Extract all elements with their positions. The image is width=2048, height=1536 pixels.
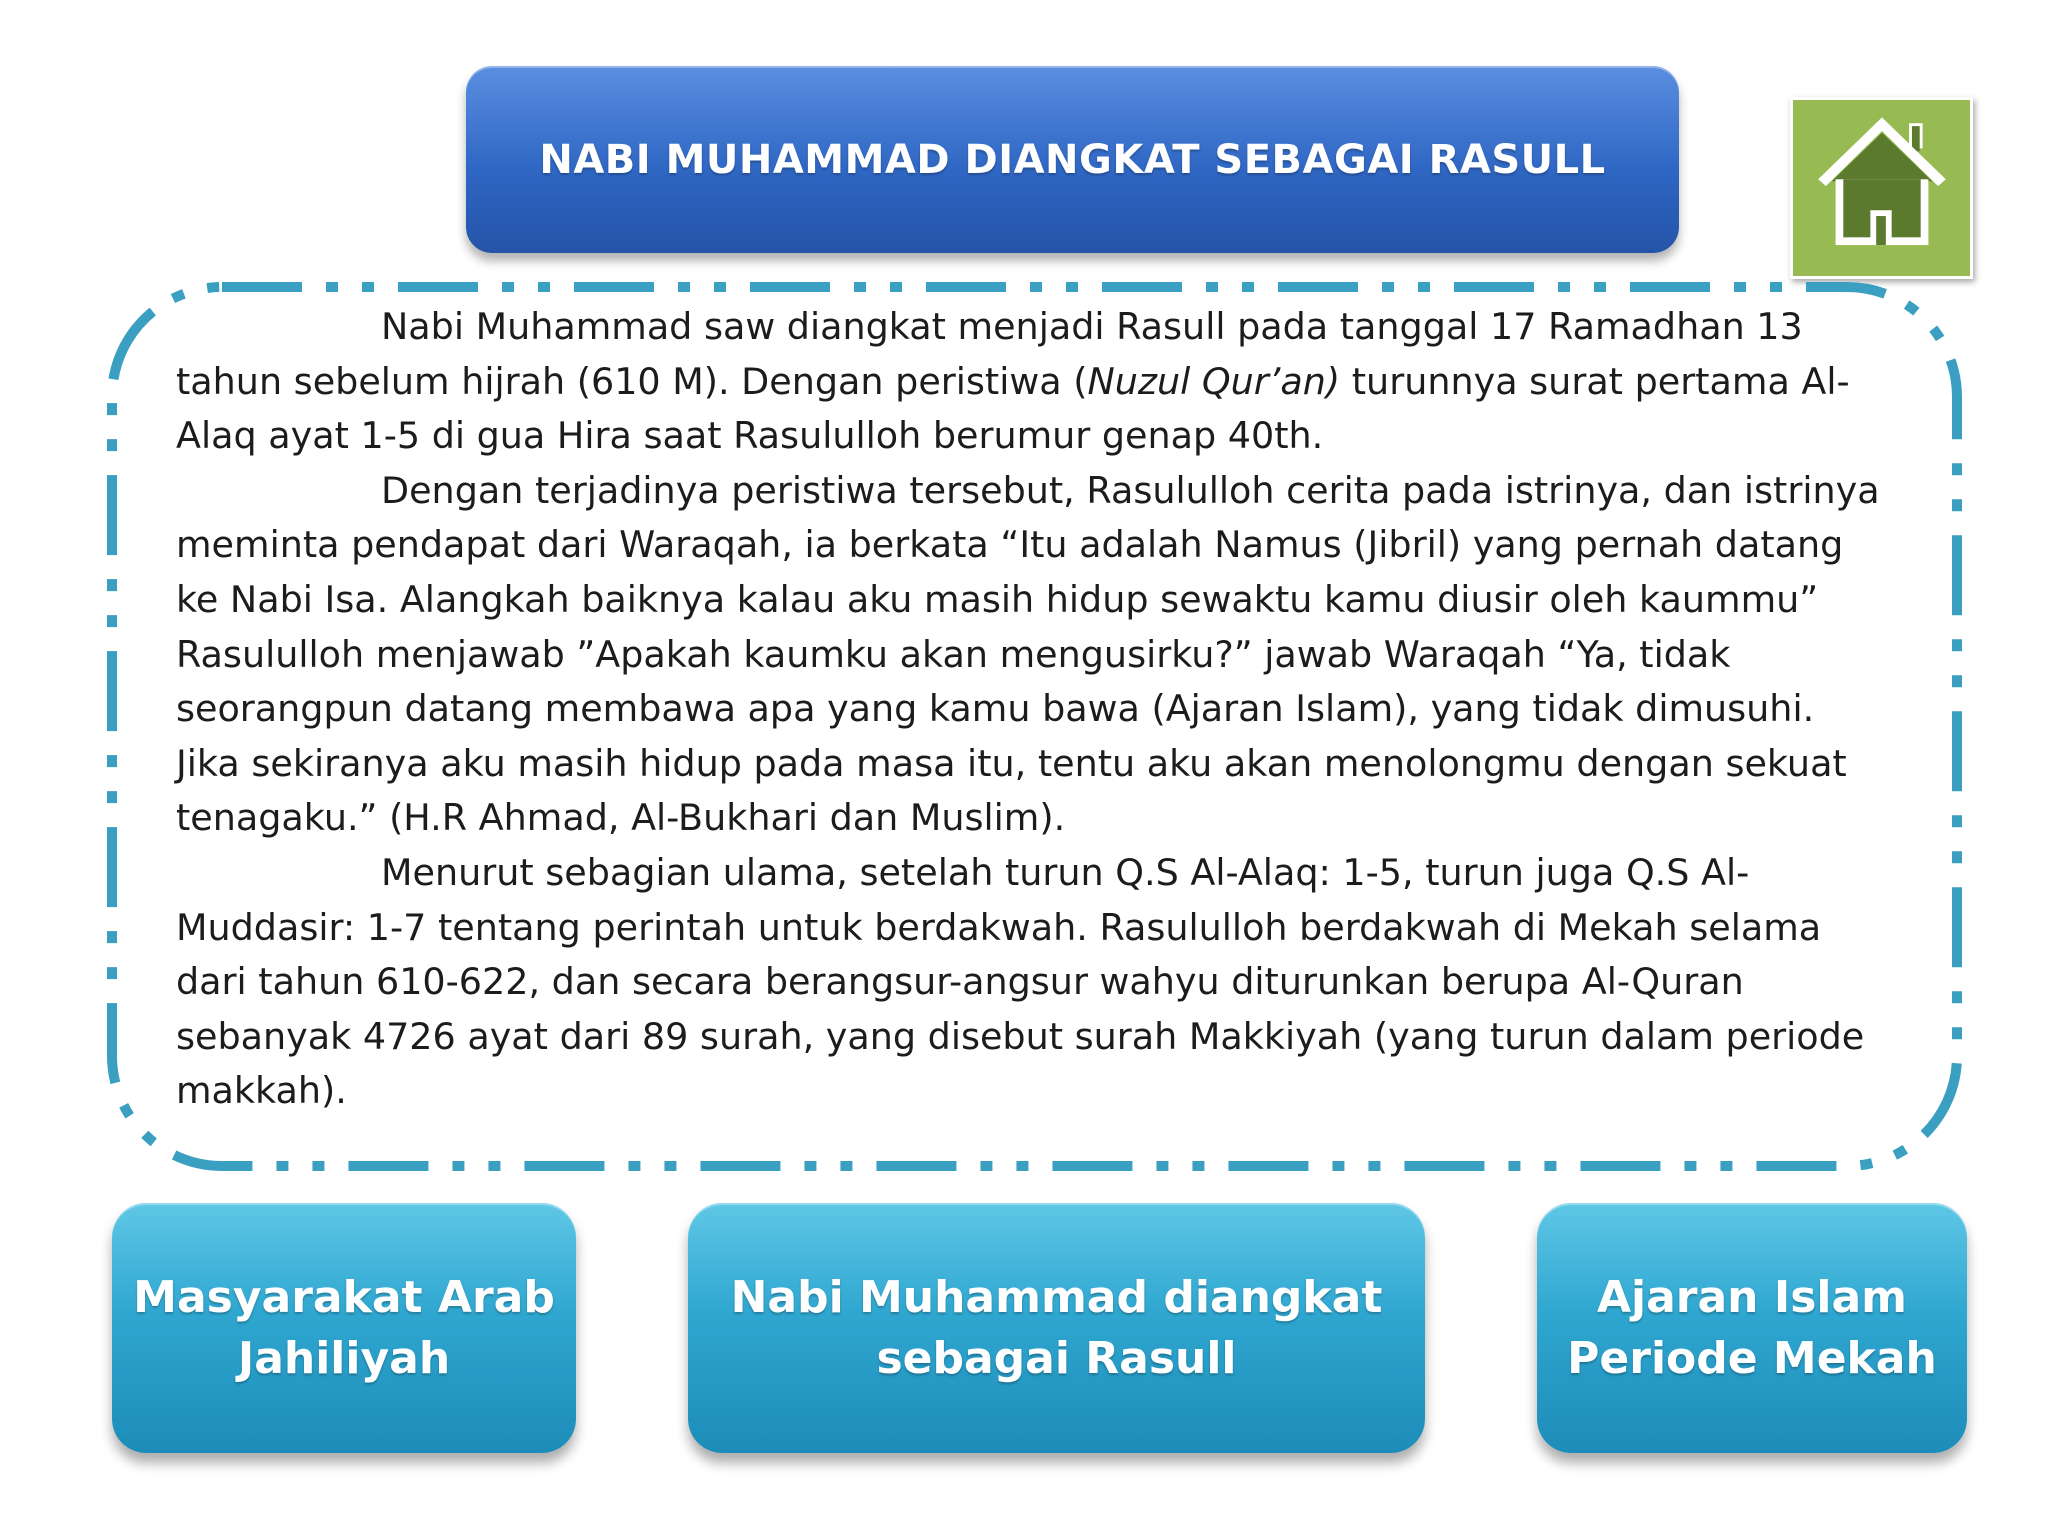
content-body (176, 300, 1886, 1119)
paragraph-1: Nabi Muhammad saw diangkat menjadi Rasull pada tanggal 17 Ramadhan 13 tahun sebelum hijrah (610 M). Dengan peristiwa (Nuzul Qur’an) turunnya surat pertama Al-Alaq ayat 1-5 di gua Hira saat Rasululloh berumur genap 40th. (176, 305, 1850, 458)
nav-button-masyarakat-arab-jahiliyah[interactable] (112, 1203, 576, 1453)
nav-button-ajaran-islam-mekah[interactable] (1537, 1203, 1967, 1453)
title-banner[interactable] (466, 66, 1679, 253)
paragraph-2: Dengan terjadinya peristiwa tersebut, Rasululloh cerita pada istrinya, dan istrinya meminta pendapat dari Waraqah, ia berkata “Itu adalah Namus (Jibril) yang pernah datang ke Nabi Isa. Alangkah baiknya kalau aku masih hidup sewaktu kamu diusir oleh kaummu” Rasululloh menjawab ”Apakah kaumku akan mengusirku?” jawab Waraqah “Ya, tidak seorangpun datang membawa apa yang kamu bawa (Ajaran Islam), yang tidak dimusuhi. Jika sekiranya aku masih hidup pada masa itu, tentu aku akan menolongmu dengan sekuat tenagaku.” (H.R Ahmad, Al-Bukhari dan Muslim). (176, 468, 1880, 840)
nav-button-diangkat-rasull[interactable] (688, 1203, 1425, 1453)
paragraph-3: Menurut sebagian ulama, setelah turun Q.S Al-Alaq: 1-5, turun juga Q.S Al-Muddasir: 1-7 tentang perintah untuk berdakwah. Rasululloh berdakwah di Mekah selama dari tahun 610-622, dan secara berangsur-angsur wahyu diturunkan berupa Al-Quran sebanyak 4726 ayat dari 89 surah, yang disebut surah Makkiyah (yang turun dalam periode makkah). (176, 850, 1865, 1113)
home-icon (1793, 100, 1970, 276)
nav-button-label: Masyarakat Arab Jahiliyah (133, 1272, 555, 1384)
slide-title: NABI MUHAMMAD DIANGKAT SEBAGAI RASULL (539, 136, 1606, 183)
nav-button-label: Nabi Muhammad diangkat sebagai Rasull (730, 1272, 1383, 1384)
home-button[interactable] (1790, 97, 1973, 279)
nav-button-label: Ajaran Islam Periode Mekah (1567, 1272, 1937, 1384)
